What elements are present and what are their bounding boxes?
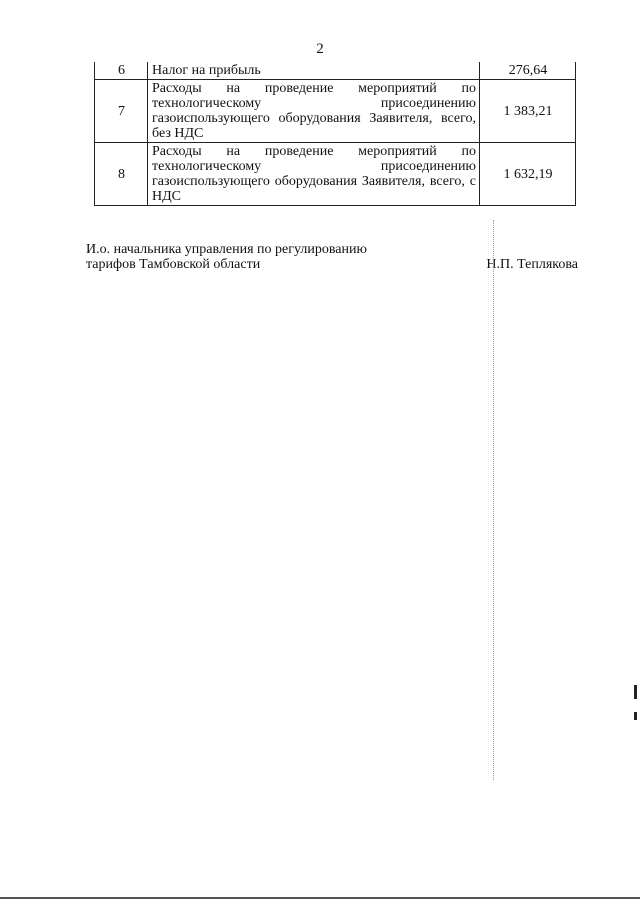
row-value: 276,64 <box>480 62 576 80</box>
scan-artifact <box>493 220 494 780</box>
row-number: 6 <box>95 62 148 80</box>
row-description: Расходы на проведение мероприятий по технологическому присоединению газоиспользующего оборудования Заявителя, всего, без НДС <box>148 80 480 143</box>
signatory-title-line: И.о. начальника управления по регулированию <box>86 242 367 257</box>
scan-artifact <box>634 712 637 720</box>
table-row <box>95 80 576 143</box>
row-number: 8 <box>95 143 148 206</box>
row-description: Налог на прибыль <box>148 62 480 80</box>
page-number: 2 <box>316 41 324 57</box>
row-value: 1 383,21 <box>480 80 576 143</box>
table-row <box>95 62 576 80</box>
signatory-title <box>86 242 367 272</box>
scan-artifact <box>634 685 637 699</box>
row-value: 1 632,19 <box>480 143 576 206</box>
signatory-name: Н.П. Теплякова <box>486 257 578 272</box>
table-row <box>95 143 576 206</box>
scan-artifact <box>0 897 640 899</box>
cost-table <box>94 62 576 206</box>
signatory-title-line: тарифов Тамбовской области <box>86 257 261 272</box>
row-description: Расходы на проведение мероприятий по технологическому присоединению газоиспользующего оборудования Заявителя, всего, с НДС <box>148 143 480 206</box>
row-number: 7 <box>95 80 148 143</box>
